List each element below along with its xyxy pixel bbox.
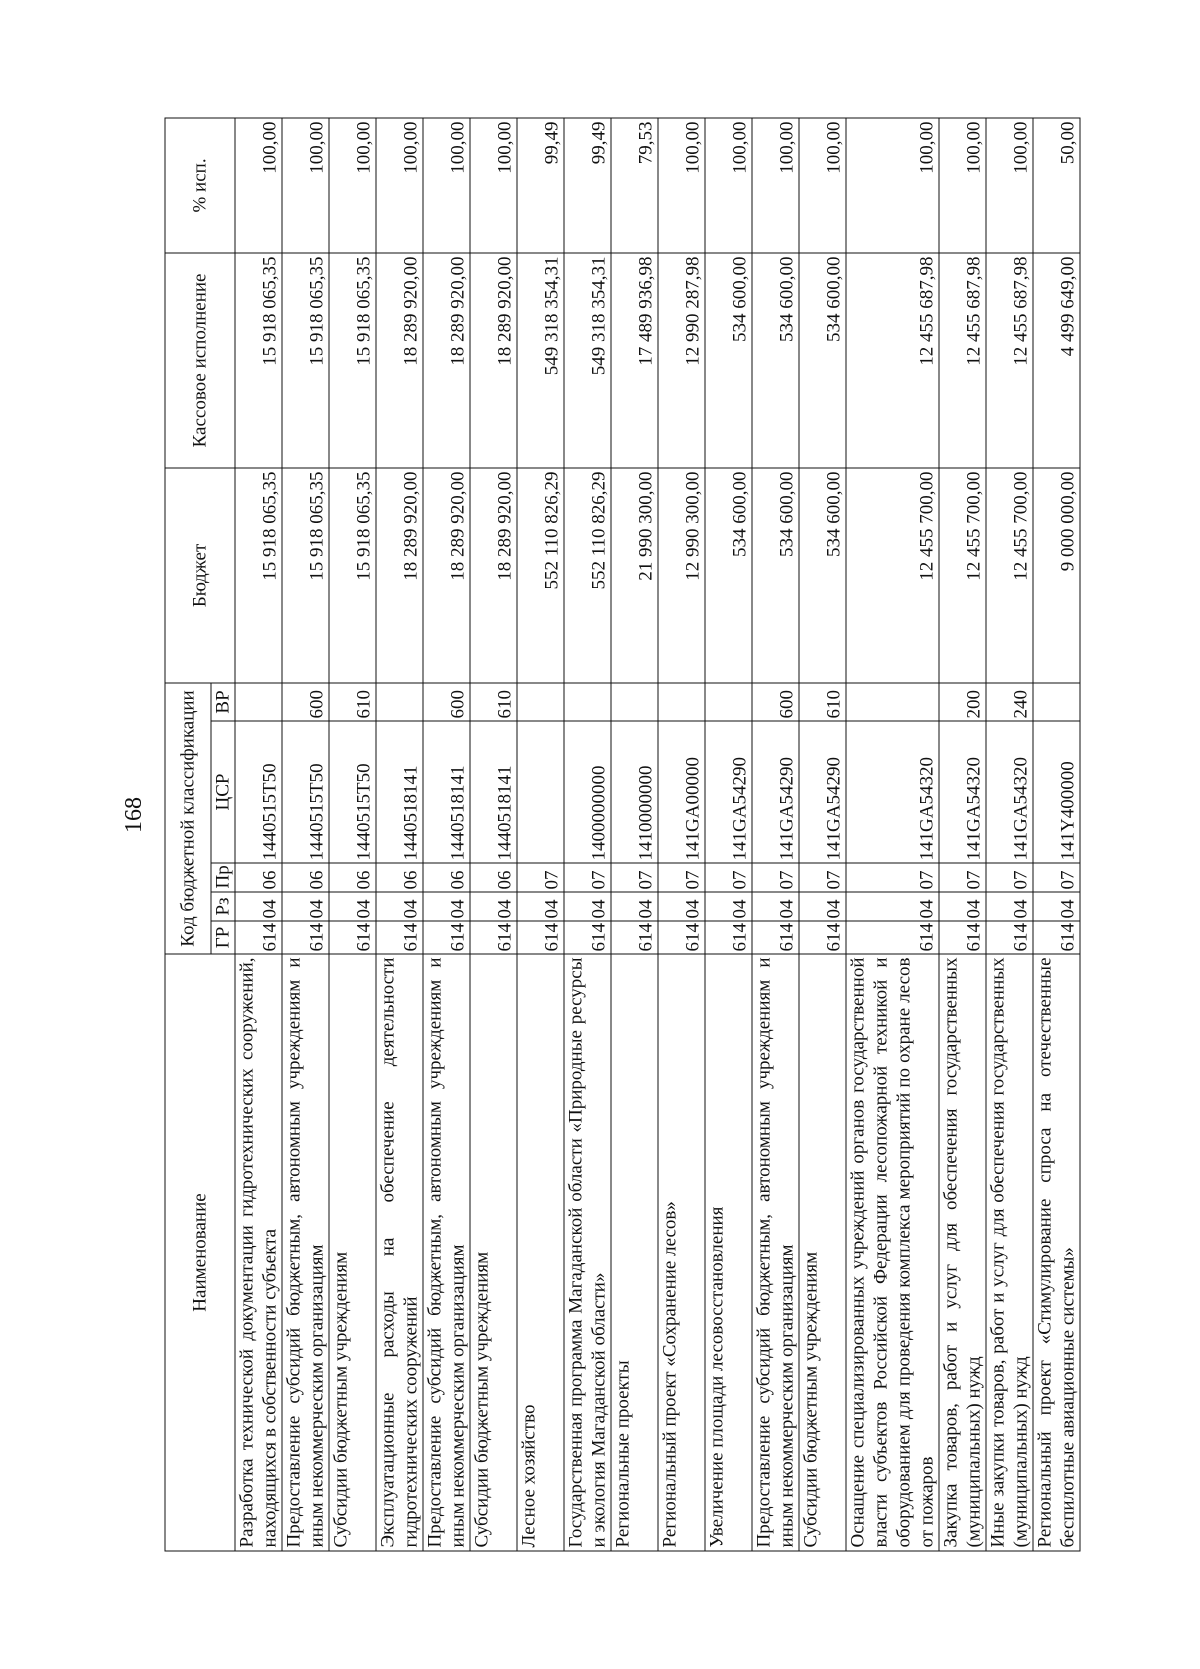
cell-gr: 614 [564,921,611,954]
cell-rz: 04 [846,892,939,921]
cell-budget: 534 600,00 [799,468,846,683]
table-row [564,118,611,1551]
cell-rz: 04 [329,892,376,921]
cell-vr [1033,683,1080,721]
cell-pr: 06 [235,863,282,892]
cell-vr: 600 [423,683,470,721]
header-cash: Кассовое исполнение [165,253,235,468]
cell-rz: 04 [376,892,423,921]
table-row [752,118,799,1551]
cell-pr: 06 [470,863,517,892]
cell-rz: 04 [658,892,705,921]
table-row [282,118,329,1551]
cell-name: Предоставление субсидий бюджетным, автономным учреждениям и иным некоммерческим организациям [282,954,329,1551]
budget-table-container [165,119,1200,1552]
cell-budget: 552 110 826,29 [517,468,564,683]
cell-name: Увеличение площади лесовосстановления [705,954,752,1551]
table-body [235,118,1080,1551]
cell-pct: 100,00 [705,118,752,253]
table-row [705,118,752,1551]
cell-csr: 141GA00000 [658,721,705,863]
cell-csr [517,721,564,863]
cell-rz: 04 [564,892,611,921]
budget-table [165,117,1081,1551]
cell-csr: 141GA54290 [799,721,846,863]
table-row [939,118,986,1551]
cell-gr: 614 [846,921,939,954]
cell-cash: 549 318 354,31 [517,253,564,468]
cell-vr [611,683,658,721]
table-row [235,118,282,1551]
cell-pct: 100,00 [799,118,846,253]
cell-cash: 12 455 687,98 [846,253,939,468]
cell-rz: 04 [611,892,658,921]
cell-name: Региональный проект «Стимулирование спроса на отечественные беспилотные авиационные системы» [1033,954,1080,1551]
cell-name: Разработка технической документации гидротехнических сооружений, находящихся в собственности субъекта [235,954,282,1551]
cell-budget: 21 990 300,00 [611,468,658,683]
cell-name: Предоставление субсидий бюджетным, автономным учреждениям и иным некоммерческим организациям [423,954,470,1551]
cell-gr: 614 [658,921,705,954]
cell-cash: 12 455 687,98 [939,253,986,468]
cell-csr: 141GA54290 [705,721,752,863]
cell-csr: 1440515Т50 [282,721,329,863]
cell-gr: 614 [705,921,752,954]
cell-pr: 07 [939,863,986,892]
cell-name: Субсидии бюджетным учреждениям [470,954,517,1551]
cell-cash: 18 289 920,00 [470,253,517,468]
cell-pct: 100,00 [470,118,517,253]
cell-pct: 100,00 [752,118,799,253]
table-row [611,118,658,1551]
page-number: 168 [121,797,147,833]
header-csr: ЦСР [211,721,235,863]
cell-cash: 12 455 687,98 [986,253,1033,468]
cell-pct: 100,00 [282,118,329,253]
cell-cash: 12 990 287,98 [658,253,705,468]
cell-gr: 614 [517,921,564,954]
cell-pr: 07 [846,863,939,892]
cell-pct: 50,00 [1033,118,1080,253]
cell-gr: 614 [986,921,1033,954]
cell-vr: 610 [799,683,846,721]
cell-cash: 549 318 354,31 [564,253,611,468]
table-row [658,118,705,1551]
cell-pct: 100,00 [235,118,282,253]
table-row [846,118,939,1551]
cell-vr [846,683,939,721]
cell-gr: 614 [1033,921,1080,954]
cell-vr [705,683,752,721]
cell-vr: 610 [470,683,517,721]
cell-name: Оснащение специализированных учреждений органов государственной власти субъектов Российской Федерации лесопожарной техникой и оборудованием для проведения комплекса мероприятий по охране лесов от пожаров [846,954,939,1551]
cell-pct: 100,00 [376,118,423,253]
cell-pr: 07 [564,863,611,892]
cell-gr: 614 [423,921,470,954]
cell-pr: 07 [752,863,799,892]
cell-csr: 1410000000 [611,721,658,863]
cell-rz: 04 [470,892,517,921]
cell-budget: 12 455 700,00 [846,468,939,683]
cell-pct: 100,00 [329,118,376,253]
cell-vr [235,683,282,721]
cell-cash: 17 489 936,98 [611,253,658,468]
cell-rz: 04 [517,892,564,921]
cell-cash: 4 499 649,00 [1033,253,1080,468]
cell-rz: 04 [423,892,470,921]
cell-cash: 534 600,00 [799,253,846,468]
cell-name: Закупка товаров, работ и услуг для обеспечения государственных (муниципальных) нужд [939,954,986,1551]
header-gr: ГР [211,921,235,954]
cell-gr: 614 [799,921,846,954]
cell-csr: 141GA54320 [846,721,939,863]
cell-pr: 07 [1033,863,1080,892]
cell-pr: 07 [611,863,658,892]
cell-pr: 06 [282,863,329,892]
cell-budget: 18 289 920,00 [423,468,470,683]
cell-pct: 99,49 [564,118,611,253]
cell-csr: 1400000000 [564,721,611,863]
cell-rz: 04 [1033,892,1080,921]
cell-budget: 12 455 700,00 [939,468,986,683]
header-pr: Пр [211,863,235,892]
header-name: Наименование [165,954,235,1551]
cell-vr [658,683,705,721]
cell-pr: 06 [423,863,470,892]
cell-pr: 06 [329,863,376,892]
cell-rz: 04 [235,892,282,921]
cell-budget: 9 000 000,00 [1033,468,1080,683]
cell-name: Предоставление субсидий бюджетным, автономным учреждениям и иным некоммерческим организациям [752,954,799,1551]
cell-gr: 614 [282,921,329,954]
table-row [376,118,423,1551]
cell-name: Государственная программа Магаданской области «Природные ресурсы и экология Магаданской области» [564,954,611,1551]
cell-rz: 04 [799,892,846,921]
cell-pr: 07 [658,863,705,892]
cell-csr: 141GA54320 [939,721,986,863]
cell-gr: 614 [752,921,799,954]
cell-rz: 04 [282,892,329,921]
cell-vr: 610 [329,683,376,721]
cell-budget: 12 990 300,00 [658,468,705,683]
table-row [799,118,846,1551]
cell-budget: 12 455 700,00 [986,468,1033,683]
cell-rz: 04 [705,892,752,921]
cell-cash: 18 289 920,00 [423,253,470,468]
cell-pct: 79,53 [611,118,658,253]
cell-cash: 15 918 065,35 [282,253,329,468]
cell-pct: 100,00 [423,118,470,253]
cell-budget: 18 289 920,00 [376,468,423,683]
header-budget: Бюджет [165,468,235,683]
cell-vr: 240 [986,683,1033,721]
cell-pr: 07 [986,863,1033,892]
cell-gr: 614 [329,921,376,954]
table-row [986,118,1033,1551]
cell-budget: 15 918 065,35 [235,468,282,683]
cell-cash: 15 918 065,35 [235,253,282,468]
cell-name: Лесное хозяйство [517,954,564,1551]
cell-vr [376,683,423,721]
table-row [517,118,564,1551]
cell-rz: 04 [986,892,1033,921]
cell-budget: 15 918 065,35 [282,468,329,683]
cell-cash: 534 600,00 [705,253,752,468]
header-pct: % исп. [165,118,235,253]
table-row [470,118,517,1551]
cell-budget: 18 289 920,00 [470,468,517,683]
cell-name: Региональный проект «Сохранение лесов» [658,954,705,1551]
cell-pct: 100,00 [986,118,1033,253]
cell-budget: 534 600,00 [752,468,799,683]
cell-pr: 07 [705,863,752,892]
cell-pct: 99,49 [517,118,564,253]
cell-name: Эксплуатационные расходы на обеспечение деятельности гидротехнических сооружений [376,954,423,1551]
table-row [423,118,470,1551]
header-vr: ВР [211,683,235,721]
cell-csr: 1440515Т50 [329,721,376,863]
cell-csr: 1440515Т50 [235,721,282,863]
cell-csr: 141GA54320 [986,721,1033,863]
cell-gr: 614 [470,921,517,954]
cell-gr: 614 [376,921,423,954]
cell-csr: 141Y400000 [1033,721,1080,863]
header-code-group: Код бюджетной классификации [165,683,211,954]
table-header [165,118,235,1551]
cell-budget: 534 600,00 [705,468,752,683]
cell-vr [564,683,611,721]
cell-pct: 100,00 [846,118,939,253]
cell-pr: 07 [799,863,846,892]
cell-vr: 600 [752,683,799,721]
cell-name: Иные закупки товаров, работ и услуг для обеспечения государственных (муниципальных) нужд [986,954,1033,1551]
cell-csr: 141GA54290 [752,721,799,863]
cell-name: Региональные проекты [611,954,658,1551]
cell-csr: 1440518141 [376,721,423,863]
cell-budget: 552 110 826,29 [564,468,611,683]
table-row [329,118,376,1551]
cell-gr: 614 [611,921,658,954]
cell-gr: 614 [939,921,986,954]
cell-pr: 07 [517,863,564,892]
header-rz: Рз [211,892,235,921]
cell-vr [517,683,564,721]
cell-rz: 04 [752,892,799,921]
cell-pct: 100,00 [658,118,705,253]
cell-name: Субсидии бюджетным учреждениям [329,954,376,1551]
cell-rz: 04 [939,892,986,921]
cell-cash: 15 918 065,35 [329,253,376,468]
cell-budget: 15 918 065,35 [329,468,376,683]
cell-gr: 614 [235,921,282,954]
cell-vr: 200 [939,683,986,721]
table-row [1033,118,1080,1551]
cell-cash: 18 289 920,00 [376,253,423,468]
cell-name: Субсидии бюджетным учреждениям [799,954,846,1551]
cell-cash: 534 600,00 [752,253,799,468]
cell-csr: 1440518141 [470,721,517,863]
cell-pr: 06 [376,863,423,892]
cell-csr: 1440518141 [423,721,470,863]
cell-vr: 600 [282,683,329,721]
cell-pct: 100,00 [939,118,986,253]
